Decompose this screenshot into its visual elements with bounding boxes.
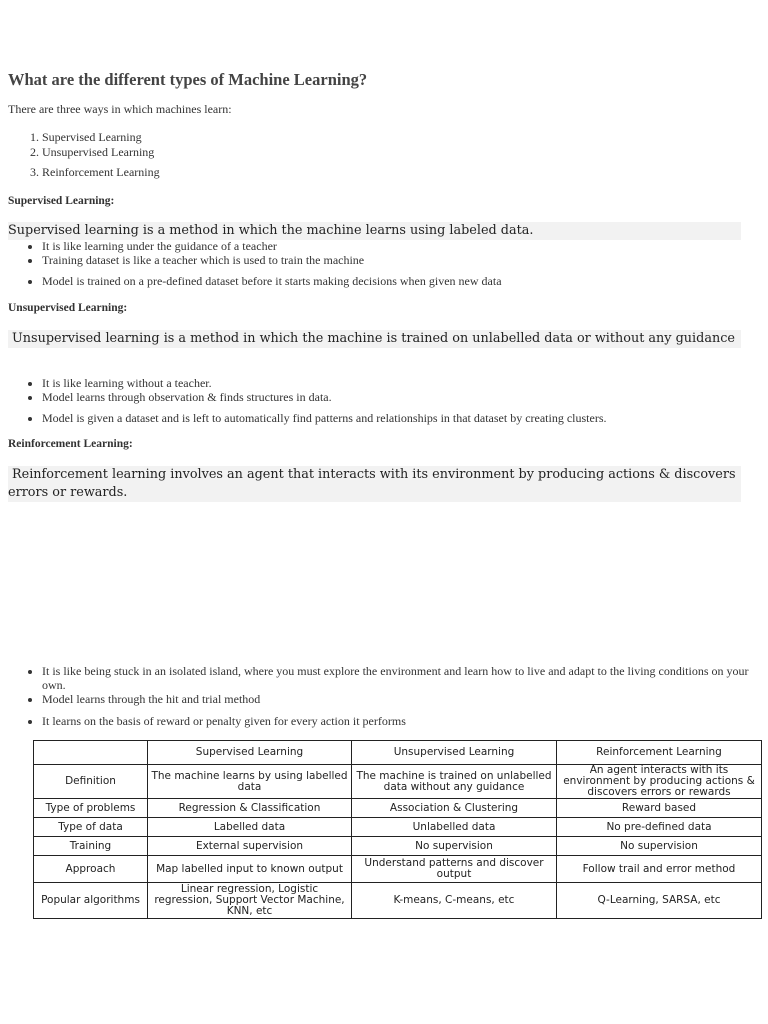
table-cell: Training bbox=[34, 837, 148, 856]
comparison-table bbox=[33, 740, 762, 919]
list-item: • It is like learning under the guidance of a teacher bbox=[42, 239, 762, 253]
table-cell: Reward based bbox=[557, 799, 762, 818]
unsupervised-points bbox=[8, 376, 762, 425]
reinforcement-definition: Reinforcement learning involves an agent that interacts with its environment by producing actions & discovers errors or rewards. bbox=[8, 466, 741, 502]
table-cell: Approach bbox=[34, 856, 148, 883]
supervised-definition: Supervised learning is a method in which the machine learns using labeled data. bbox=[8, 222, 741, 240]
unsupervised-heading: Unsupervised Learning: bbox=[8, 302, 128, 314]
header-cell bbox=[34, 741, 148, 765]
table-cell: The machine learns by using labelled data bbox=[148, 765, 352, 799]
reinforcement-points bbox=[8, 664, 762, 728]
table-cell: Popular algorithms bbox=[34, 883, 148, 919]
intro-text: There are three ways in which machines learn: bbox=[8, 102, 232, 116]
table-row bbox=[34, 765, 762, 799]
table-cell: Type of problems bbox=[34, 799, 148, 818]
reinforcement-heading: Reinforcement Learning: bbox=[8, 438, 133, 450]
table-cell: The machine is trained on unlabelled data without any guidance bbox=[352, 765, 557, 799]
supervised-heading: Supervised Learning: bbox=[8, 195, 115, 207]
table-row bbox=[34, 856, 762, 883]
header-cell: Unsupervised Learning bbox=[352, 741, 557, 765]
list-item: • It learns on the basis of reward or penalty given for every action it performs bbox=[42, 714, 762, 728]
table-cell: Association & Clustering bbox=[352, 799, 557, 818]
unsupervised-definition: Unsupervised learning is a method in which the machine is trained on unlabelled data or without any guidance bbox=[8, 330, 741, 348]
table-header-row bbox=[34, 741, 762, 765]
table-cell: Regression & Classification bbox=[148, 799, 352, 818]
list-item: • Model learns through observation & finds structures in data. bbox=[42, 390, 762, 404]
page-title: What are the different types of Machine Learning? bbox=[8, 70, 368, 89]
table-row bbox=[34, 799, 762, 818]
table-cell: An agent interacts with its environment by producing actions & discovers errors or rewards bbox=[557, 765, 762, 799]
list-item: 1. Supervised Learning bbox=[42, 130, 160, 145]
table-cell: No pre-defined data bbox=[557, 818, 762, 837]
table-cell: Map labelled input to known output bbox=[148, 856, 352, 883]
list-item: • Training dataset is like a teacher which is used to train the machine bbox=[42, 253, 762, 267]
table-cell: Linear regression, Logistic regression, Support Vector Machine, KNN, etc bbox=[148, 883, 352, 919]
header-cell: Supervised Learning bbox=[148, 741, 352, 765]
list-item: • It is like learning without a teacher. bbox=[42, 376, 762, 390]
table-cell: Type of data bbox=[34, 818, 148, 837]
table-row bbox=[34, 837, 762, 856]
table-cell: No supervision bbox=[352, 837, 557, 856]
list-item: • It is like being stuck in an isolated island, where you must explore the environment and learn how to live and adapt to the living conditions on your own. bbox=[42, 664, 762, 692]
header-cell: Reinforcement Learning bbox=[557, 741, 762, 765]
list-item: • Model learns through the hit and trial method bbox=[42, 692, 762, 706]
list-item: 2. Unsupervised Learning bbox=[42, 145, 160, 160]
types-list bbox=[8, 130, 160, 180]
table-cell: Definition bbox=[34, 765, 148, 799]
table-cell: K-means, C-means, etc bbox=[352, 883, 557, 919]
list-item: • Model is trained on a pre-defined dataset before it starts making decisions when given new data bbox=[42, 274, 762, 288]
table-row bbox=[34, 883, 762, 919]
supervised-points bbox=[8, 239, 762, 288]
list-item: • Model is given a dataset and is left to automatically find patterns and relationships in that dataset by creating clusters. bbox=[42, 411, 762, 425]
table-cell: Q-Learning, SARSA, etc bbox=[557, 883, 762, 919]
table-row bbox=[34, 818, 762, 837]
table-cell: Follow trail and error method bbox=[557, 856, 762, 883]
table-cell: Understand patterns and discover output bbox=[352, 856, 557, 883]
table-cell: External supervision bbox=[148, 837, 352, 856]
table-cell: Unlabelled data bbox=[352, 818, 557, 837]
table-cell: No supervision bbox=[557, 837, 762, 856]
list-item: 3. Reinforcement Learning bbox=[42, 165, 160, 180]
table-cell: Labelled data bbox=[148, 818, 352, 837]
